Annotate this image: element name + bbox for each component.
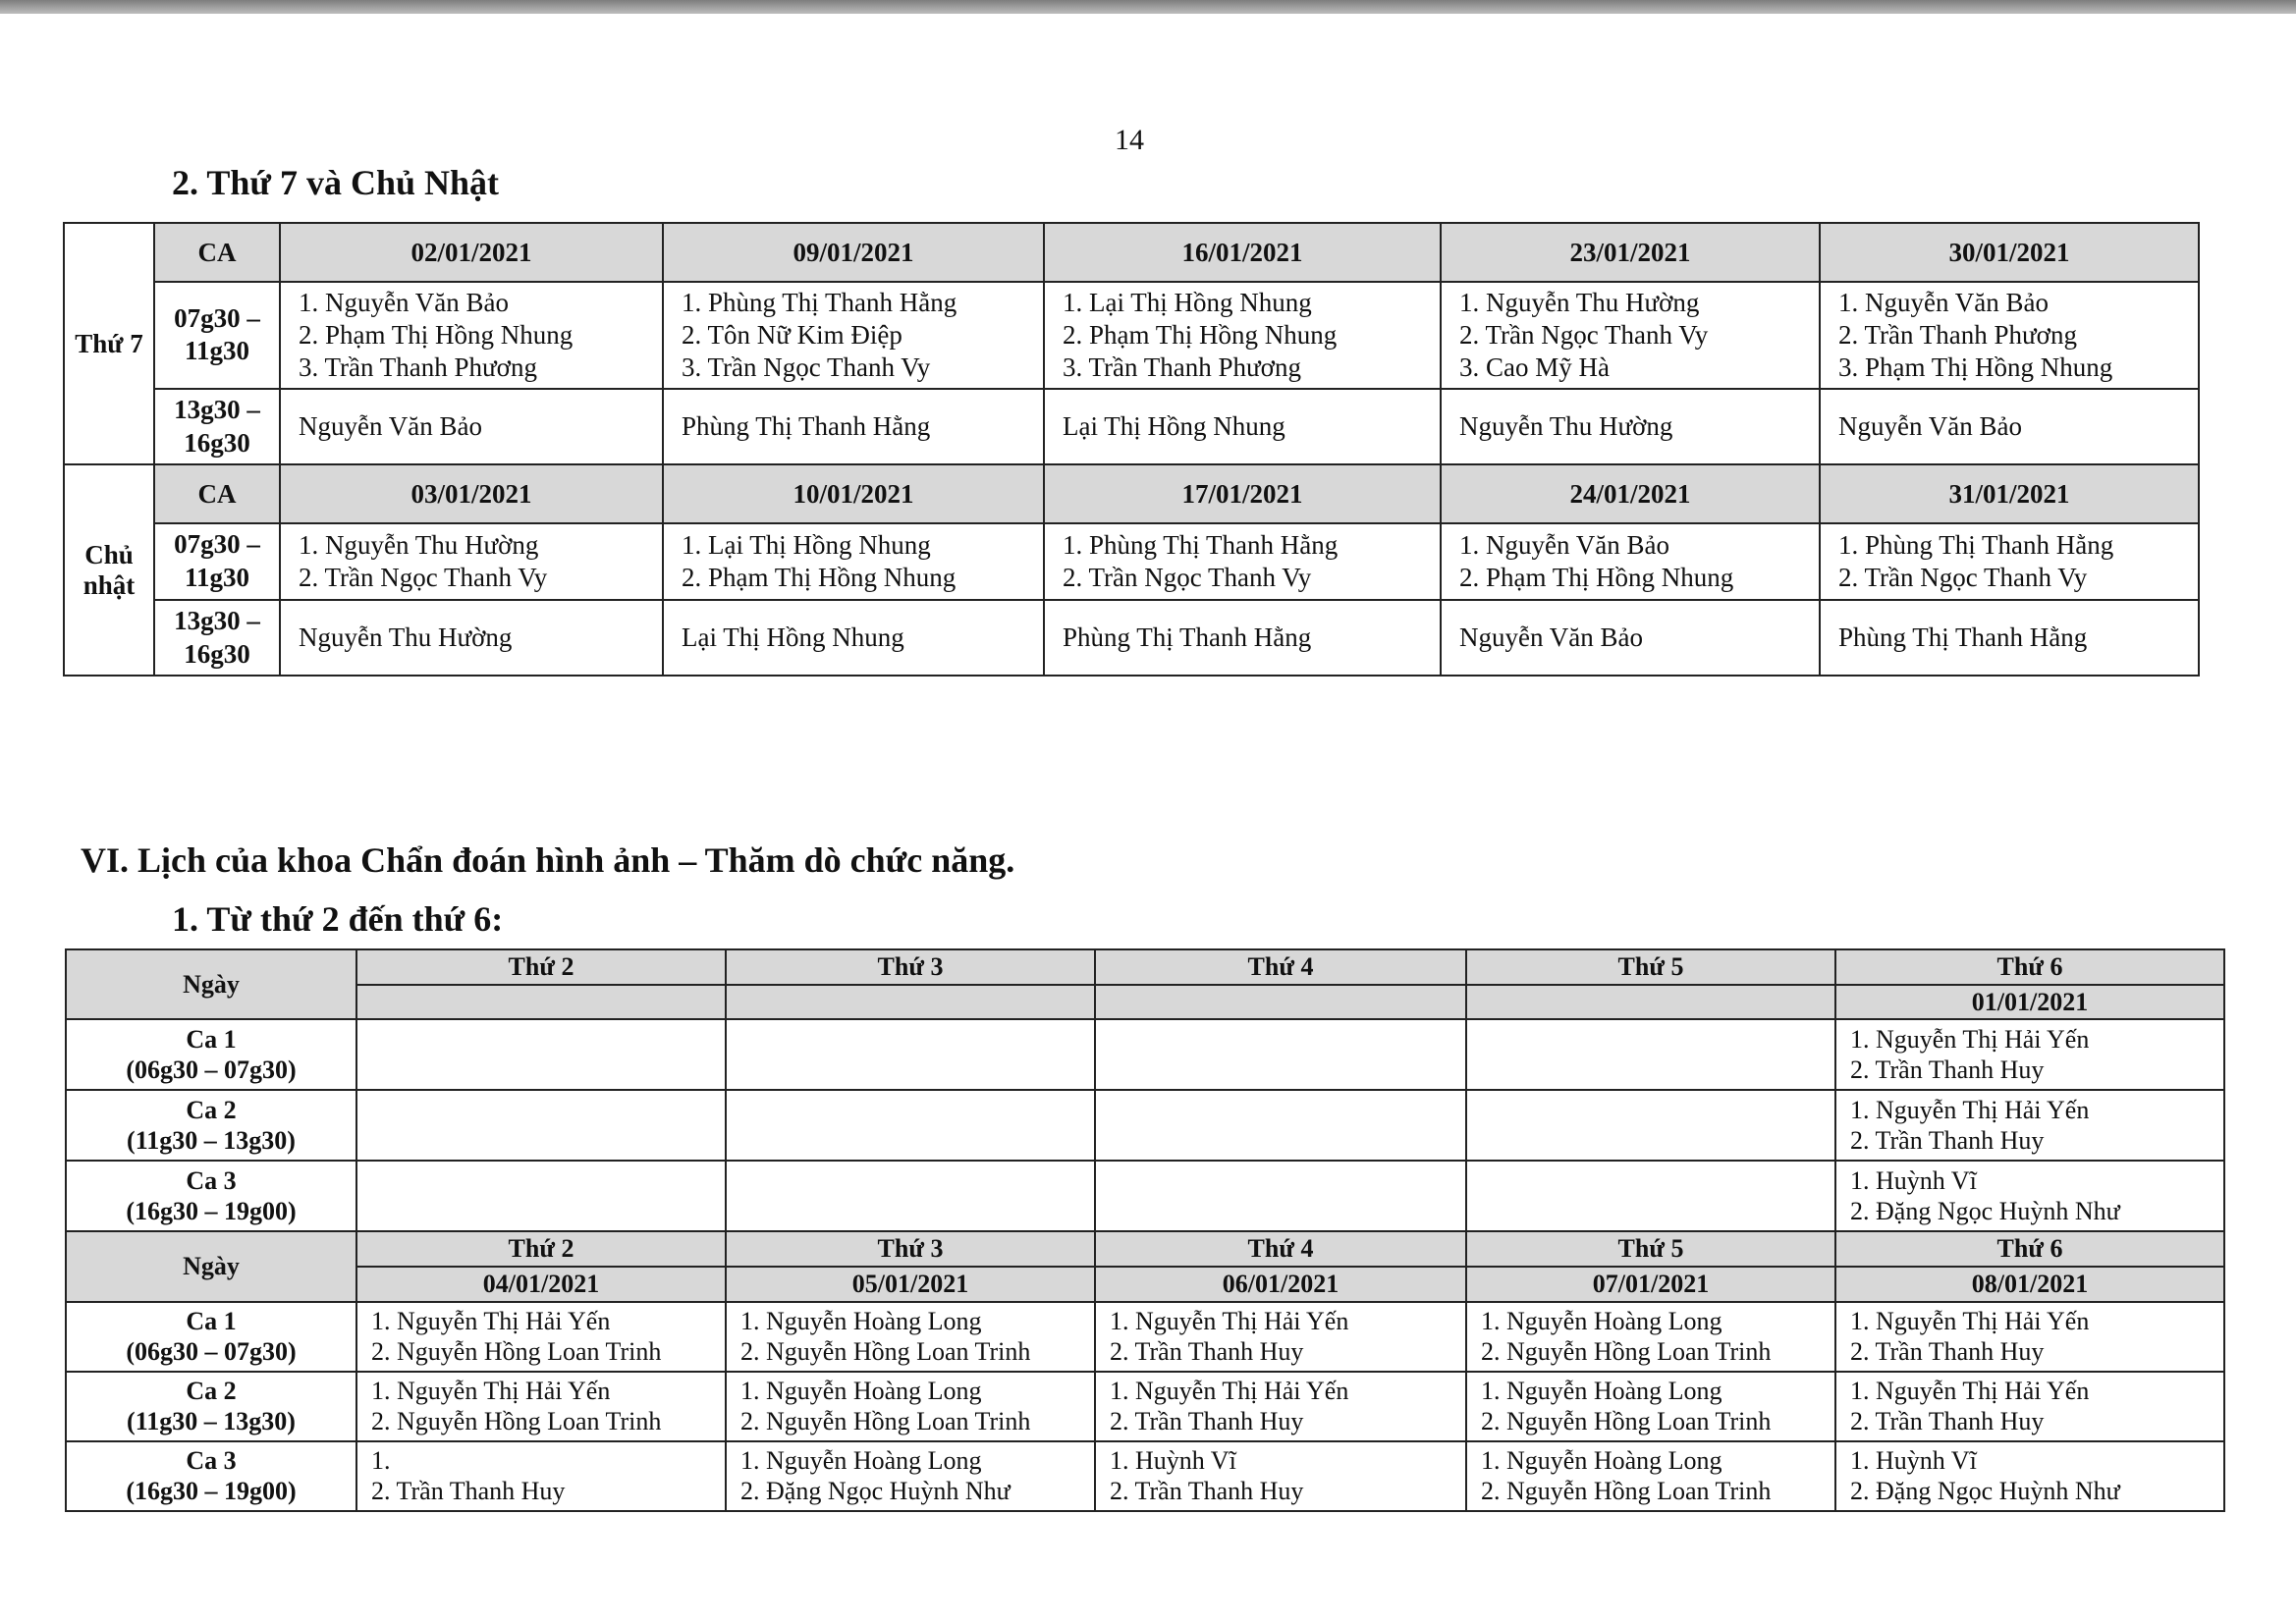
schedule-line: Phùng Thị Thanh Hằng — [682, 411, 931, 442]
date-header: 09/01/2021 — [663, 223, 1044, 282]
schedule-line: 2. Trần Thanh Huy — [371, 1477, 566, 1506]
staff-cell — [663, 282, 1044, 389]
schedule-line: 1. Nguyễn Văn Bảo — [1459, 530, 1669, 561]
schedule-line: 1. Lại Thị Hồng Nhung — [1063, 288, 1312, 317]
staff-cell — [1095, 1302, 1466, 1372]
staff-cell — [1835, 1090, 2224, 1161]
date-header: 16/01/2021 — [1044, 223, 1441, 282]
schedule-line: 2. Trần Thanh Huy — [1850, 1126, 2045, 1156]
schedule-line: 2. Trần Thanh Huy — [1110, 1407, 1304, 1436]
schedule-line: 1. Nguyễn Thị Hải Yến — [1850, 1024, 2090, 1054]
schedule-line: 2. Trần Ngọc Thanh Vy — [1063, 563, 1312, 593]
shift-time: (11g30 – 13g30) — [127, 1407, 296, 1436]
schedule-line: 2. Phạm Thị Hồng Nhung — [299, 319, 574, 350]
staff-cell — [280, 600, 663, 677]
schedule-line: 2. Nguyễn Hồng Loan Trinh — [371, 1337, 662, 1367]
schedule-line: 2. Trần Thanh Huy — [1110, 1337, 1304, 1367]
shift-name: Ca 3 — [186, 1445, 237, 1475]
schedule-line: 2. Nguyễn Hồng Loan Trinh — [1481, 1337, 1772, 1367]
day-name-header: Thứ 6 — [1835, 949, 2224, 985]
ca-header: CA — [154, 223, 280, 282]
heading-weekdays: 1. Từ thứ 2 đến thứ 6: — [172, 899, 504, 939]
date-header: 10/01/2021 — [663, 464, 1044, 523]
staff-cell — [726, 1161, 1095, 1231]
date-header: 04/01/2021 — [356, 1267, 726, 1302]
staff-cell — [1095, 1161, 1466, 1231]
schedule-line: 1. Nguyễn Thị Hải Yến — [1850, 1306, 2090, 1335]
staff-cell — [1095, 1372, 1466, 1441]
staff-cell — [1835, 1302, 2224, 1372]
schedule-line: 1. Nguyễn Thị Hải Yến — [1110, 1376, 1349, 1405]
schedule-line: 1. Nguyễn Thu Hường — [1459, 288, 1700, 317]
shift-label — [66, 1161, 356, 1231]
day-name-header: Thứ 4 — [1095, 949, 1466, 985]
schedule-line: 2. Nguyễn Hồng Loan Trinh — [1481, 1477, 1772, 1506]
ca-header: CA — [154, 464, 280, 523]
staff-cell — [726, 1302, 1095, 1372]
day-name-header: Thứ 2 — [356, 1231, 726, 1267]
shift-label — [66, 1019, 356, 1090]
schedule-line: 2. Đặng Ngọc Huỳnh Như — [1850, 1197, 2120, 1226]
day-name-header: Thứ 5 — [1466, 949, 1835, 985]
date-header: 06/01/2021 — [1095, 1267, 1466, 1302]
schedule-line: 1. Phùng Thị Thanh Hằng — [682, 288, 957, 317]
sunday-block-header-row — [64, 464, 2199, 523]
schedule-line: 2. Trần Thanh Huy — [1110, 1477, 1304, 1506]
schedule-line: 1. Nguyễn Hoàng Long — [740, 1376, 982, 1405]
shift-row — [66, 1441, 2224, 1511]
schedule-line: 2. Trần Thanh Huy — [1850, 1407, 2045, 1436]
scan-top-border — [0, 0, 2296, 14]
schedule-line: Nguyễn Văn Bảo — [299, 411, 482, 442]
staff-cell — [1835, 1372, 2224, 1441]
staff-cell — [280, 282, 663, 389]
staff-cell — [356, 1372, 726, 1441]
saturday-block-header-row — [64, 223, 2199, 282]
page-number: 14 — [1115, 124, 1144, 156]
schedule-line: Nguyễn Thu Hường — [299, 623, 513, 653]
shift-time: (16g30 – 19g00) — [126, 1197, 297, 1226]
schedule-line: 1. Nguyễn Thị Hải Yến — [371, 1306, 611, 1335]
staff-cell — [1044, 282, 1441, 389]
shift-time: 13g30 – 16g30 — [154, 600, 280, 677]
shift-row — [64, 389, 2199, 465]
schedule-line: 1. Nguyễn Thị Hải Yến — [371, 1376, 611, 1405]
staff-cell — [663, 600, 1044, 677]
day-name-header: Thứ 2 — [356, 949, 726, 985]
schedule-line: 3. Trần Thanh Phương — [1063, 352, 1301, 382]
schedule-line: 1. Nguyễn Hoàng Long — [740, 1306, 982, 1335]
schedule-line: 2. Đặng Ngọc Huỳnh Như — [740, 1477, 1011, 1506]
schedule-line: 1. Nguyễn Hoàng Long — [740, 1445, 982, 1475]
schedule-line: 1. Phùng Thị Thanh Hằng — [1838, 530, 2114, 561]
shift-row — [66, 1090, 2224, 1161]
schedule-line: 1. Nguyễn Hoàng Long — [1481, 1306, 1722, 1335]
day-name-header: Thứ 6 — [1835, 1231, 2224, 1267]
date-header — [1095, 985, 1466, 1020]
schedule-line: 2. Trần Ngọc Thanh Vy — [1838, 563, 2088, 593]
schedule-line: 2. Đặng Ngọc Huỳnh Như — [1850, 1477, 2120, 1506]
shift-name: Ca 1 — [186, 1306, 237, 1335]
shift-label — [66, 1302, 356, 1372]
ngay-header: Ngày — [66, 949, 356, 1019]
schedule-line: 2. Nguyễn Hồng Loan Trinh — [740, 1337, 1031, 1367]
weekend-schedule-table — [63, 222, 2200, 677]
staff-cell — [726, 1372, 1095, 1441]
schedule-line: 2. Nguyễn Hồng Loan Trinh — [1481, 1407, 1772, 1436]
shift-label — [66, 1441, 356, 1511]
weekday-schedule-table — [65, 948, 2225, 1512]
date-header: 23/01/2021 — [1441, 223, 1820, 282]
staff-cell — [1835, 1161, 2224, 1231]
date-header: 24/01/2021 — [1441, 464, 1820, 523]
staff-cell — [1095, 1019, 1466, 1090]
shift-time: 07g30 – 11g30 — [154, 523, 280, 600]
schedule-line: 1. Huỳnh Vĩ — [1110, 1445, 1236, 1475]
schedule-line: 1. Nguyễn Thị Hải Yến — [1850, 1376, 2090, 1405]
schedule-line: 1. Nguyễn Thị Hải Yến — [1850, 1095, 2090, 1124]
date-header: 17/01/2021 — [1044, 464, 1441, 523]
schedule-line: 1. Huỳnh Vĩ — [1850, 1165, 1977, 1195]
schedule-line: 1. Nguyễn Văn Bảo — [1838, 288, 2049, 317]
staff-cell — [280, 523, 663, 600]
schedule-line: Lại Thị Hồng Nhung — [682, 623, 904, 653]
date-header — [726, 985, 1095, 1020]
staff-cell — [1044, 389, 1441, 465]
shift-row — [64, 600, 2199, 677]
staff-cell — [356, 1090, 726, 1161]
staff-cell — [1095, 1441, 1466, 1511]
schedule-line: 2. Phạm Thị Hồng Nhung — [1063, 319, 1338, 350]
date-header: 03/01/2021 — [280, 464, 663, 523]
schedule-line: Nguyễn Thu Hường — [1459, 411, 1673, 442]
schedule-line: 1. Huỳnh Vĩ — [1850, 1445, 1977, 1475]
staff-cell — [1820, 523, 2199, 600]
date-header: 02/01/2021 — [280, 223, 663, 282]
day-name-header: Thứ 3 — [726, 1231, 1095, 1267]
shift-row — [64, 523, 2199, 600]
date-header: 01/01/2021 — [1835, 985, 2224, 1020]
shift-row — [64, 282, 2199, 389]
staff-cell — [1095, 1090, 1466, 1161]
schedule-line: 2. Phạm Thị Hồng Nhung — [1459, 563, 1734, 593]
staff-cell — [726, 1019, 1095, 1090]
staff-cell — [1044, 523, 1441, 600]
date-row — [66, 1267, 2224, 1302]
schedule-line: 2. Phạm Thị Hồng Nhung — [682, 563, 957, 593]
schedule-line: 2. Nguyễn Hồng Loan Trinh — [740, 1407, 1031, 1436]
schedule-line: 1. Nguyễn Văn Bảo — [299, 288, 509, 317]
staff-cell — [663, 389, 1044, 465]
date-header: 07/01/2021 — [1466, 1267, 1835, 1302]
staff-cell — [356, 1161, 726, 1231]
day-name-header: Thứ 4 — [1095, 1231, 1466, 1267]
schedule-line: 1. Nguyễn Thu Hường — [299, 530, 539, 561]
date-header: 31/01/2021 — [1820, 464, 2199, 523]
shift-time: (16g30 – 19g00) — [126, 1477, 297, 1506]
schedule-line: 1. Nguyễn Thị Hải Yến — [1110, 1306, 1349, 1335]
shift-row — [66, 1019, 2224, 1090]
staff-cell — [1820, 282, 2199, 389]
shift-time: (06g30 – 07g30) — [126, 1056, 297, 1085]
staff-cell — [1820, 600, 2199, 677]
shift-row — [66, 1161, 2224, 1231]
schedule-line: 2. Trần Thanh Huy — [1850, 1056, 2045, 1085]
schedule-line: Phùng Thị Thanh Hằng — [1063, 623, 1312, 653]
shift-label — [66, 1090, 356, 1161]
shift-time: 07g30 – 11g30 — [154, 282, 280, 389]
shift-label — [66, 1372, 356, 1441]
staff-cell — [1441, 523, 1820, 600]
day-label-saturday: Thứ 7 — [64, 223, 154, 464]
staff-cell — [726, 1441, 1095, 1511]
schedule-line: 1. Phùng Thị Thanh Hằng — [1063, 530, 1339, 561]
staff-cell — [1466, 1019, 1835, 1090]
day-name-header: Thứ 3 — [726, 949, 1095, 985]
shift-name: Ca 2 — [186, 1095, 237, 1124]
schedule-line: Lại Thị Hồng Nhung — [1063, 411, 1285, 442]
schedule-line: 2. Tôn Nữ Kim Điệp — [682, 319, 902, 350]
date-header — [1466, 985, 1835, 1020]
date-header: 08/01/2021 — [1835, 1267, 2224, 1302]
day-name-header: Thứ 5 — [1466, 1231, 1835, 1267]
shift-time: 13g30 – 16g30 — [154, 389, 280, 465]
staff-cell — [1466, 1441, 1835, 1511]
staff-cell — [1044, 600, 1441, 677]
day-label-sunday: Chủ nhật — [64, 464, 154, 676]
day-name-row — [66, 949, 2224, 985]
schedule-line: 1. Lại Thị Hồng Nhung — [682, 530, 931, 561]
schedule-line: 3. Cao Mỹ Hà — [1459, 352, 1610, 382]
staff-cell — [1441, 282, 1820, 389]
staff-cell — [1441, 600, 1820, 677]
schedule-line: 1. — [371, 1445, 391, 1475]
staff-cell — [1466, 1302, 1835, 1372]
date-header — [356, 985, 726, 1020]
schedule-line: 3. Phạm Thị Hồng Nhung — [1838, 352, 2113, 382]
date-row — [66, 985, 2224, 1020]
shift-row — [66, 1372, 2224, 1441]
staff-cell — [280, 389, 663, 465]
schedule-line: 1. Nguyễn Hoàng Long — [1481, 1376, 1722, 1405]
staff-cell — [663, 523, 1044, 600]
schedule-line: 1. Nguyễn Hoàng Long — [1481, 1445, 1722, 1475]
schedule-line: 3. Trần Thanh Phương — [299, 352, 537, 382]
staff-cell — [356, 1019, 726, 1090]
schedule-line: Phùng Thị Thanh Hằng — [1838, 623, 2088, 653]
ngay-header: Ngày — [66, 1231, 356, 1301]
staff-cell — [1835, 1019, 2224, 1090]
schedule-line: Nguyễn Văn Bảo — [1838, 411, 2022, 442]
schedule-line: Nguyễn Văn Bảo — [1459, 623, 1643, 653]
schedule-line: 2. Trần Ngọc Thanh Vy — [1459, 319, 1709, 350]
staff-cell — [1466, 1090, 1835, 1161]
schedule-line: 2. Nguyễn Hồng Loan Trinh — [371, 1407, 662, 1436]
schedule-line: 2. Trần Thanh Huy — [1850, 1337, 2045, 1367]
day-name-row — [66, 1231, 2224, 1267]
date-header: 30/01/2021 — [1820, 223, 2199, 282]
staff-cell — [1820, 389, 2199, 465]
shift-name: Ca 2 — [186, 1376, 237, 1405]
staff-cell — [1441, 389, 1820, 465]
date-header: 05/01/2021 — [726, 1267, 1095, 1302]
heading-section-6: VI. Lịch của khoa Chẩn đoán hình ảnh – Thăm dò chức năng. — [81, 840, 1015, 880]
shift-time: (11g30 – 13g30) — [127, 1126, 296, 1156]
shift-name: Ca 1 — [186, 1024, 237, 1054]
heading-weekend: 2. Thứ 7 và Chủ Nhật — [172, 163, 500, 202]
staff-cell — [1835, 1441, 2224, 1511]
schedule-line: 2. Trần Ngọc Thanh Vy — [299, 563, 548, 593]
shift-time: (06g30 – 07g30) — [126, 1337, 297, 1367]
schedule-line: 3. Trần Ngọc Thanh Vy — [682, 352, 931, 382]
shift-row — [66, 1302, 2224, 1372]
staff-cell — [1466, 1161, 1835, 1231]
shift-name: Ca 3 — [186, 1165, 237, 1195]
staff-cell — [356, 1441, 726, 1511]
staff-cell — [1466, 1372, 1835, 1441]
staff-cell — [356, 1302, 726, 1372]
schedule-line: 2. Trần Thanh Phương — [1838, 319, 2077, 350]
staff-cell — [726, 1090, 1095, 1161]
